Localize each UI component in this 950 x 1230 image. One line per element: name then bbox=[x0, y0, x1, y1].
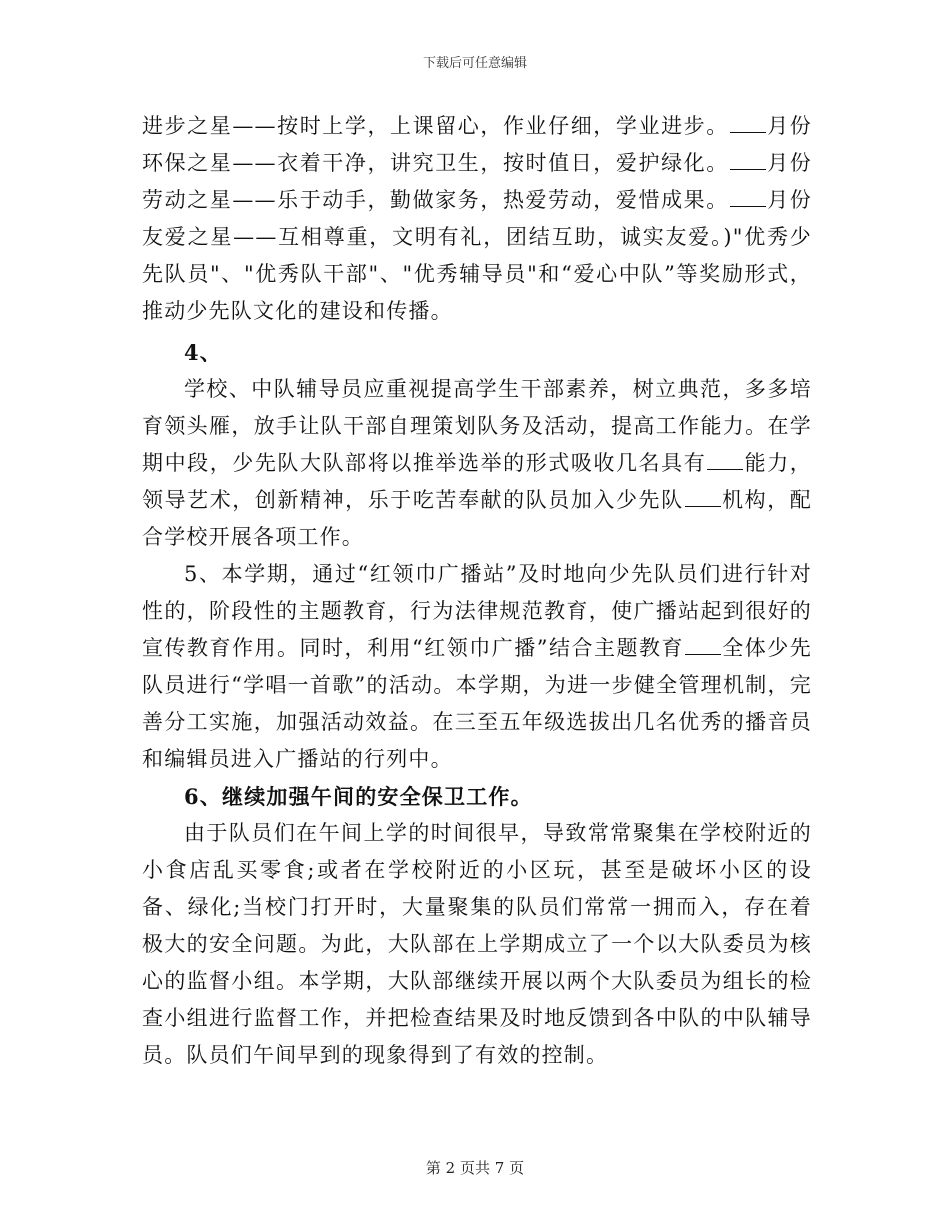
fill-blank bbox=[685, 636, 721, 655]
paragraph-broadcast bbox=[142, 556, 812, 778]
section-heading-6: 6、继续加强午间的安全保卫工作。 bbox=[184, 784, 533, 809]
page-number: 第 2 页共 7 页 bbox=[425, 1159, 525, 1177]
text-run: 月份友爱之星——互相尊重，文明有礼，团结互助，诚实友爱。)"优秀少先队员"、"优秀队干部"、"优秀辅导员"和“爱心中队”等奖励形式，推动少先队文化的建设和传播。 bbox=[142, 188, 812, 323]
fill-blank bbox=[707, 451, 743, 470]
section-heading-4: 4、 bbox=[184, 340, 223, 365]
paragraph-star-awards bbox=[142, 108, 812, 330]
text-run: 5、本学期，通过“红领巾广播站”及时地向少先队员们进行针对性的，阶段性的主题教育，行为法律规范教育，使广播站起到很好的宣传教育作用。同时，利用“红领巾广播”结合主题教育 bbox=[142, 562, 812, 660]
text-run: 进步之星——按时上学，上课留心，作业仔细，学业进步。 bbox=[142, 114, 729, 138]
page-header: 下载后可任意编辑 bbox=[422, 56, 527, 71]
text-run: 能力，领导艺术，创新精神，乐于吃苦奉献的队员加入少先队 bbox=[142, 451, 812, 512]
paragraph-leaders bbox=[142, 371, 812, 556]
paragraph-noon-safety: 由于队员们在午间上学的时间很早，导致常常聚集在学校附近的小食店乱买零食;或者在学校附近的小区玩，甚至是破坏小区的设备、绿化;当校门打开时，大量聚集的队员们常常一拥而入，存在着极大的安全问题。为此，大队部在上学期成立了一个以大队委员为核心的监督小组。本学期，大队部继续开展以两个大队委员为组长的检查小组进行监督工作，并把检查结果及时地反馈到各中队的中队辅导员。队员们午间早到的现象得到了有效的控制。 bbox=[142, 821, 812, 1067]
text-run: 全体少先队员进行“学唱一首歌”的活动。本学期，为进一步健全管理机制，完善分工实施，加强活动效益。在三至五年级选拔出几名优秀的播音员和编辑员进入广播站的行列中。 bbox=[142, 636, 812, 771]
document-body bbox=[142, 108, 812, 1074]
text-run: 学校、中队辅导员应重视提高学生干部素养，树立典范，多多培育领头雁，放手让队干部自理策划队务及活动，提高工作能力。在学期中段，少先队大队部将以推举选举的形式吸收几名具有 bbox=[142, 377, 812, 475]
fill-blank bbox=[730, 151, 766, 170]
fill-blank bbox=[685, 488, 721, 507]
fill-blank bbox=[730, 114, 766, 133]
text-run: 机构，配合学校开展各项工作。 bbox=[142, 488, 812, 549]
text-run: 月份环保之星——衣着干净，讲究卫生，按时值日，爱护绿化。 bbox=[142, 114, 812, 175]
text-run: 月份劳动之星——乐于动手，勤做家务，热爱劳动，爱惜成果。 bbox=[142, 151, 812, 212]
fill-blank bbox=[730, 188, 766, 207]
